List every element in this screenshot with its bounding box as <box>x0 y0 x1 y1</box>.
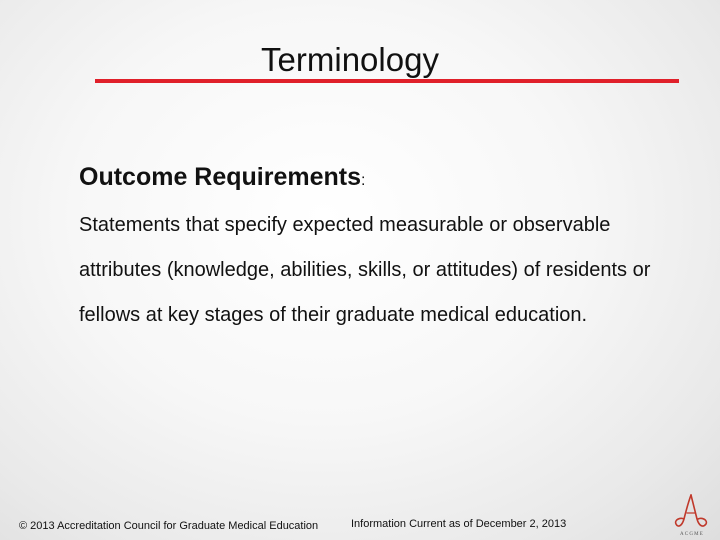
acgme-logo-icon <box>672 493 712 537</box>
logo-wordmark: ACGME <box>679 532 705 537</box>
acgme-logo <box>672 493 712 537</box>
term-definition: Statements that specify expected measurable or observable attributes (knowledge, abilities, skills, or attitudes) of residents or fellows at key stages of their graduate medical education. <box>79 214 651 326</box>
slide-title: Terminology <box>261 41 439 79</box>
slide-content <box>79 155 679 338</box>
footer-info-date: Information Current as of December 2, 2013 <box>351 518 567 530</box>
term-label: Outcome Requirements <box>79 163 362 191</box>
title-divider <box>95 79 679 83</box>
term-heading <box>79 155 679 199</box>
footer-copyright: © 2013 Accreditation Council for Graduate Medical Education <box>19 520 319 532</box>
term-colon: : <box>361 172 366 189</box>
